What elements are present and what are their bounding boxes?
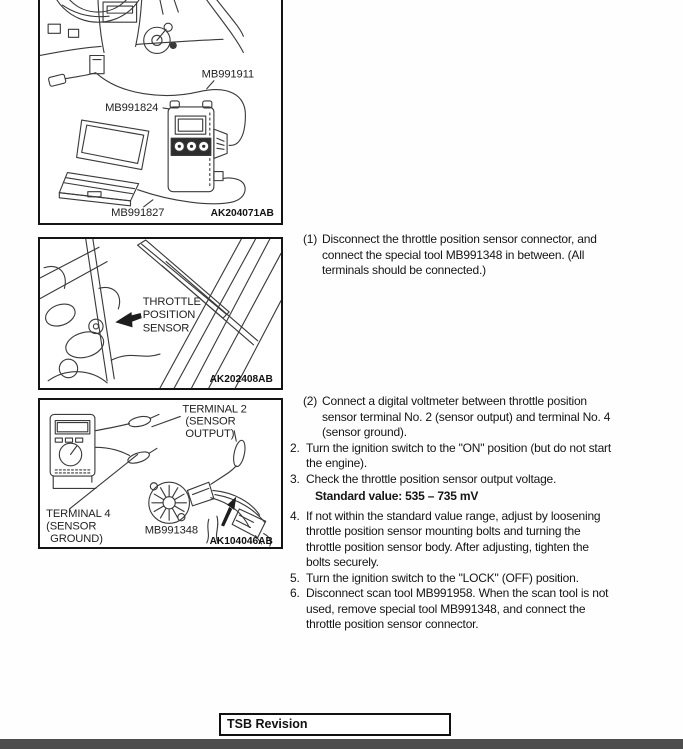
laptop-drawing	[59, 120, 148, 206]
figure1-code: AK204071AB	[210, 207, 274, 219]
step-number: 5.	[290, 570, 300, 585]
figure2-code: AK202408AB	[209, 373, 273, 385]
instruction-block-1	[290, 232, 597, 279]
step-text-line: Turn the ignition switch to the "ON" position (but do not start	[306, 440, 611, 455]
test-leads-drawing	[95, 414, 159, 465]
step-text-line: bolts securely.	[306, 555, 379, 569]
figure-voltmeter-hookup	[38, 398, 283, 549]
callout-throttle: THROTTLE	[142, 295, 201, 308]
step-text-line: connect the special tool MB991348 in between. (All	[322, 247, 585, 262]
step-number: (1)	[303, 232, 318, 246]
leader-lines	[69, 416, 180, 509]
mb991348-pointer-arrow	[221, 497, 236, 527]
page-bottom-bar	[0, 739, 683, 749]
label-terminal4: TERMINAL 4	[46, 508, 111, 521]
label-terminal2-sensor: (SENSOR	[185, 415, 236, 428]
label-terminal4-sensor: (SENSOR	[46, 520, 97, 533]
step-2-sub	[303, 394, 611, 441]
step-5	[290, 571, 611, 587]
step-text-line: Check the throttle position sensor output voltage.	[306, 471, 557, 486]
usb-cable-drawing	[138, 178, 246, 204]
step-text-line: Disconnect the throttle position sensor connector, and	[322, 232, 597, 246]
step-6	[290, 586, 611, 633]
step-number: 2.	[290, 440, 300, 455]
voltmeter-hookup-drawing	[40, 400, 281, 547]
step-text-line: throttle position sensor connector.	[306, 617, 479, 631]
standard-value: Standard value: 535 – 735 mV	[315, 489, 479, 503]
sensor-location-drawing	[40, 239, 281, 388]
callout-sensor: SENSOR	[142, 322, 190, 335]
label-mb991827: MB991827	[111, 206, 165, 219]
step-text-line: (sensor ground).	[322, 425, 407, 439]
scan-tool-setup-drawing	[40, 0, 281, 223]
label-terminal2: TERMINAL 2	[182, 403, 247, 416]
label-terminal4-ground: GROUND)	[50, 532, 103, 545]
step-3	[290, 472, 611, 488]
car-interior-drawing	[40, 0, 243, 55]
step-2	[290, 441, 611, 472]
step-number: 4.	[290, 508, 300, 523]
step-text-line: sensor terminal No. 2 (sensor output) and terminal No. 4	[322, 409, 611, 424]
figure3-code: AK104046AB	[209, 535, 273, 547]
figure-sensor-location	[38, 237, 283, 390]
tsb-revision-box	[219, 713, 451, 736]
step-number: (2)	[303, 394, 318, 408]
step-4	[290, 509, 611, 571]
figure-scan-tool-setup	[38, 0, 283, 225]
instruction-block-2	[290, 394, 611, 633]
scan-tool-device	[168, 101, 227, 192]
step-text-line: If not within the standard value range, adjust by loosening	[306, 508, 601, 523]
label-terminal2-output: OUTPUT)	[185, 427, 235, 441]
step-text-line: Connect a digital voltmeter between throttle position	[322, 394, 587, 408]
label-mb991824: MB991824	[105, 102, 159, 114]
voltmeter-drawing	[50, 414, 96, 488]
step-text-line: terminals should be connected.)	[322, 263, 486, 277]
step-1-sub	[303, 232, 597, 279]
tsb-revision-label: TSB Revision	[227, 717, 308, 731]
step-text-line: Disconnect scan tool MB991958. When the scan tool is not	[306, 586, 609, 600]
step-text-line: the engine).	[306, 456, 367, 470]
sensor-pointer-arrow	[115, 312, 141, 327]
label-mb991911: MB991911	[201, 68, 255, 81]
step-number: 6.	[290, 586, 300, 600]
callout-position: POSITION	[142, 309, 196, 322]
step-text-line: throttle position sensor mounting bolts and turning the	[306, 524, 581, 538]
label-mb991348: MB991348	[144, 524, 198, 537]
step-text-line: throttle position sensor body. After adjusting, tighten the	[306, 539, 589, 554]
step-number: 3.	[290, 471, 300, 486]
step-text-line: used, remove special tool MB991348, and connect the	[306, 601, 586, 616]
step-text-line: Turn the ignition switch to the "LOCK" (OFF) position.	[306, 570, 579, 585]
